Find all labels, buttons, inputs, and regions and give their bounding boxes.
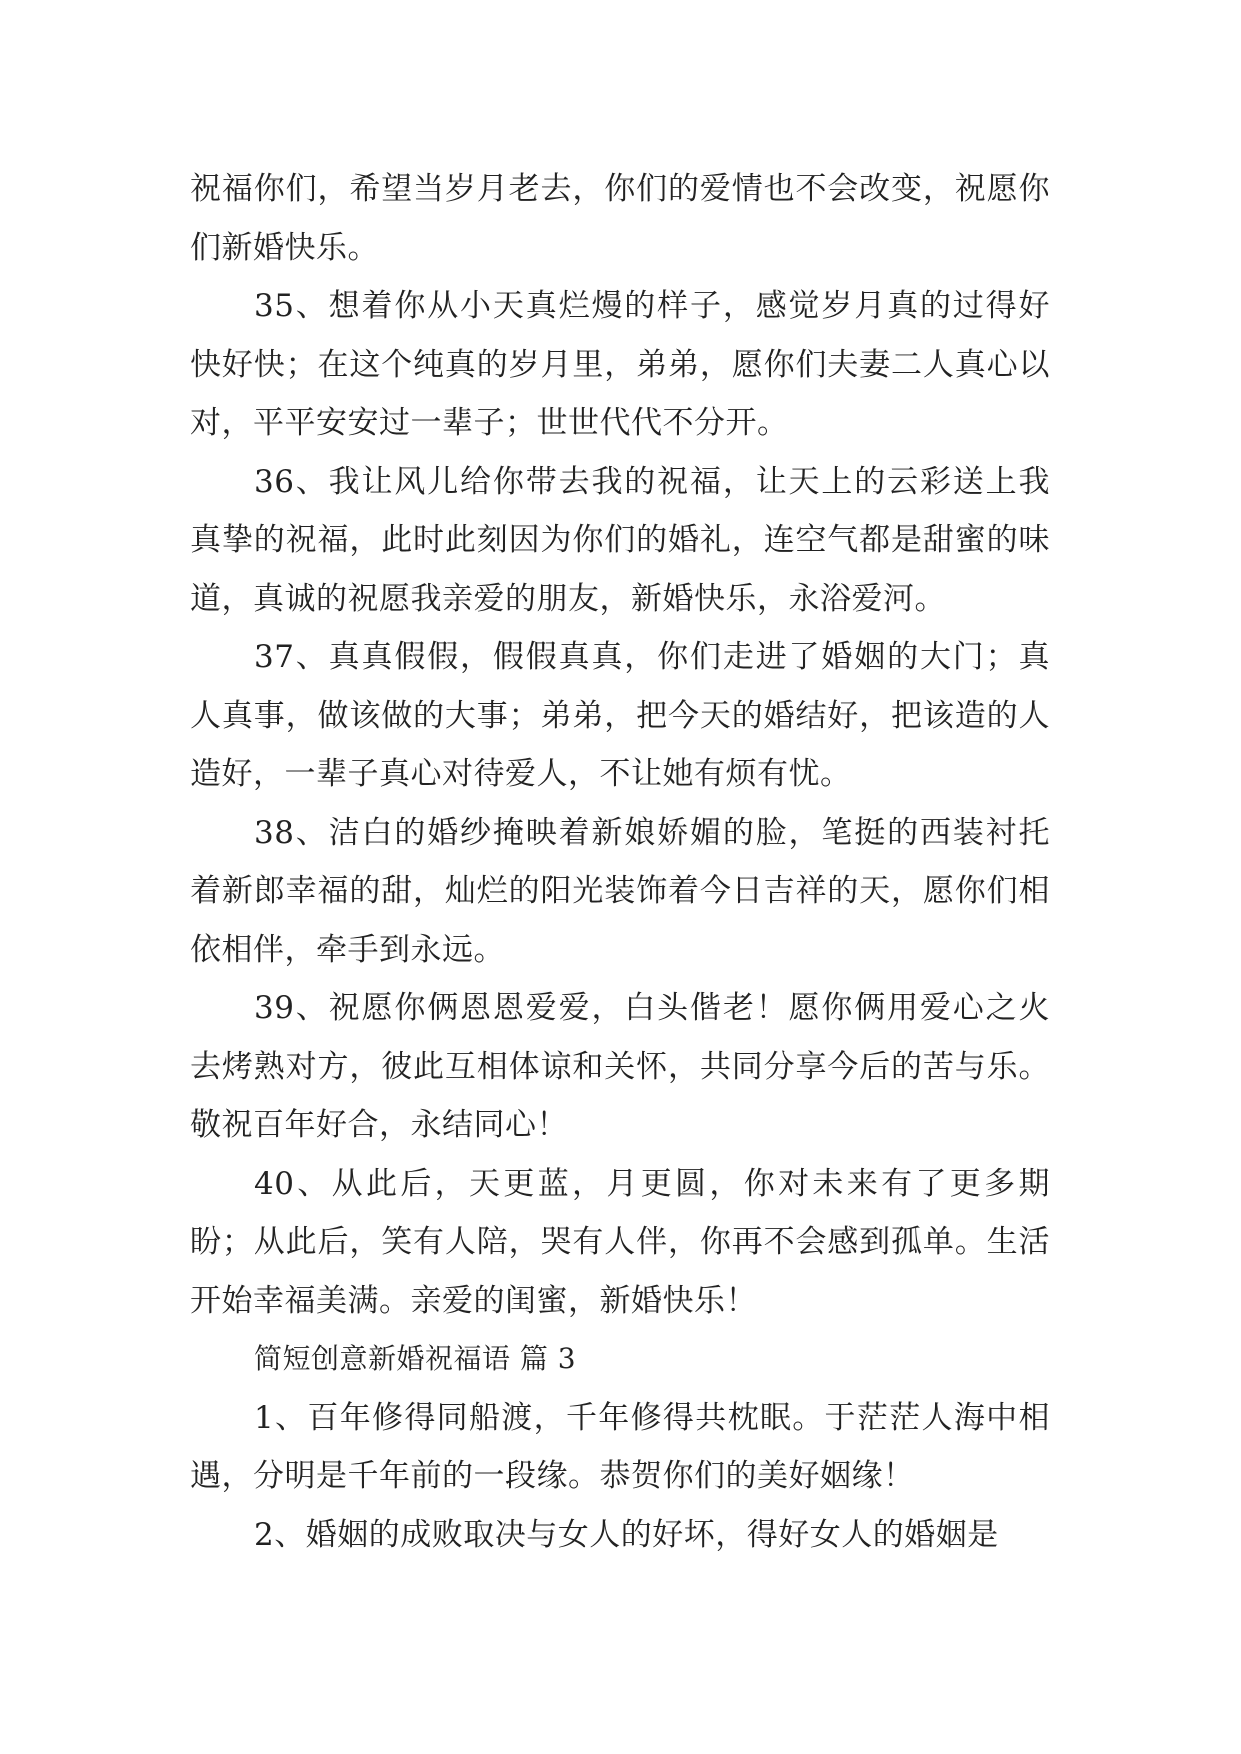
paragraph-36: 36、我让风儿给你带去我的祝福，让天上的云彩送上我真挚的祝福，此时此刻因为你们的婚礼，连空气都是甜蜜的味道，真诚的祝愿我亲爱的朋友，新婚快乐，永浴爱河。: [190, 463, 1050, 617]
paragraph-continuation: 祝福你们，希望当岁月老去，你们的爱情也不会改变，祝愿你们新婚快乐。: [190, 171, 1050, 266]
paragraph-37: 37、真真假假，假假真真，你们走进了婚姻的大门；真人真事，做该做的大事；弟弟，把今天的婚结好，把该造的人造好，一辈子真心对待爱人，不让她有烦有忧。: [190, 639, 1050, 792]
section-heading: 简短创意新婚祝福语 篇 3: [254, 1342, 577, 1375]
document-body: [190, 160, 1050, 1564]
paragraph-35: 35、想着你从小天真烂熳的样子，感觉岁月真的过得好快好快；在这个纯真的岁月里，弟弟，愿你们夫妻二人真心以对，平平安安过一辈子；世世代代不分开。: [190, 288, 1050, 441]
paragraph-1: 1、百年修得同船渡，千年修得共枕眠。于茫茫人海中相遇，分明是千年前的一段缘。恭贺你们的美好姻缘！: [190, 1399, 1050, 1494]
paragraph-2: 2、婚姻的成败取决与女人的好坏，得好女人的婚姻是: [254, 1516, 999, 1553]
paragraph-38: 38、洁白的婚纱掩映着新娘娇媚的脸，笔挺的西装衬托着新郎幸福的甜，灿烂的阳光装饰着今日吉祥的天，愿你们相依相伴，牵手到永远。: [190, 814, 1050, 968]
paragraph-40: 40、从此后，天更蓝，月更圆，你对未来有了更多期盼；从此后，笑有人陪，哭有人伴，你再不会感到孤单。生活开始幸福美满。亲爱的闺蜜，新婚快乐！: [190, 1165, 1050, 1319]
paragraph-39: 39、祝愿你俩恩恩爱爱，白头偕老！愿你俩用爱心之火去烤熟对方，彼此互相体谅和关怀，共同分享今后的苦与乐。敬祝百年好合，永结同心！: [190, 990, 1050, 1143]
